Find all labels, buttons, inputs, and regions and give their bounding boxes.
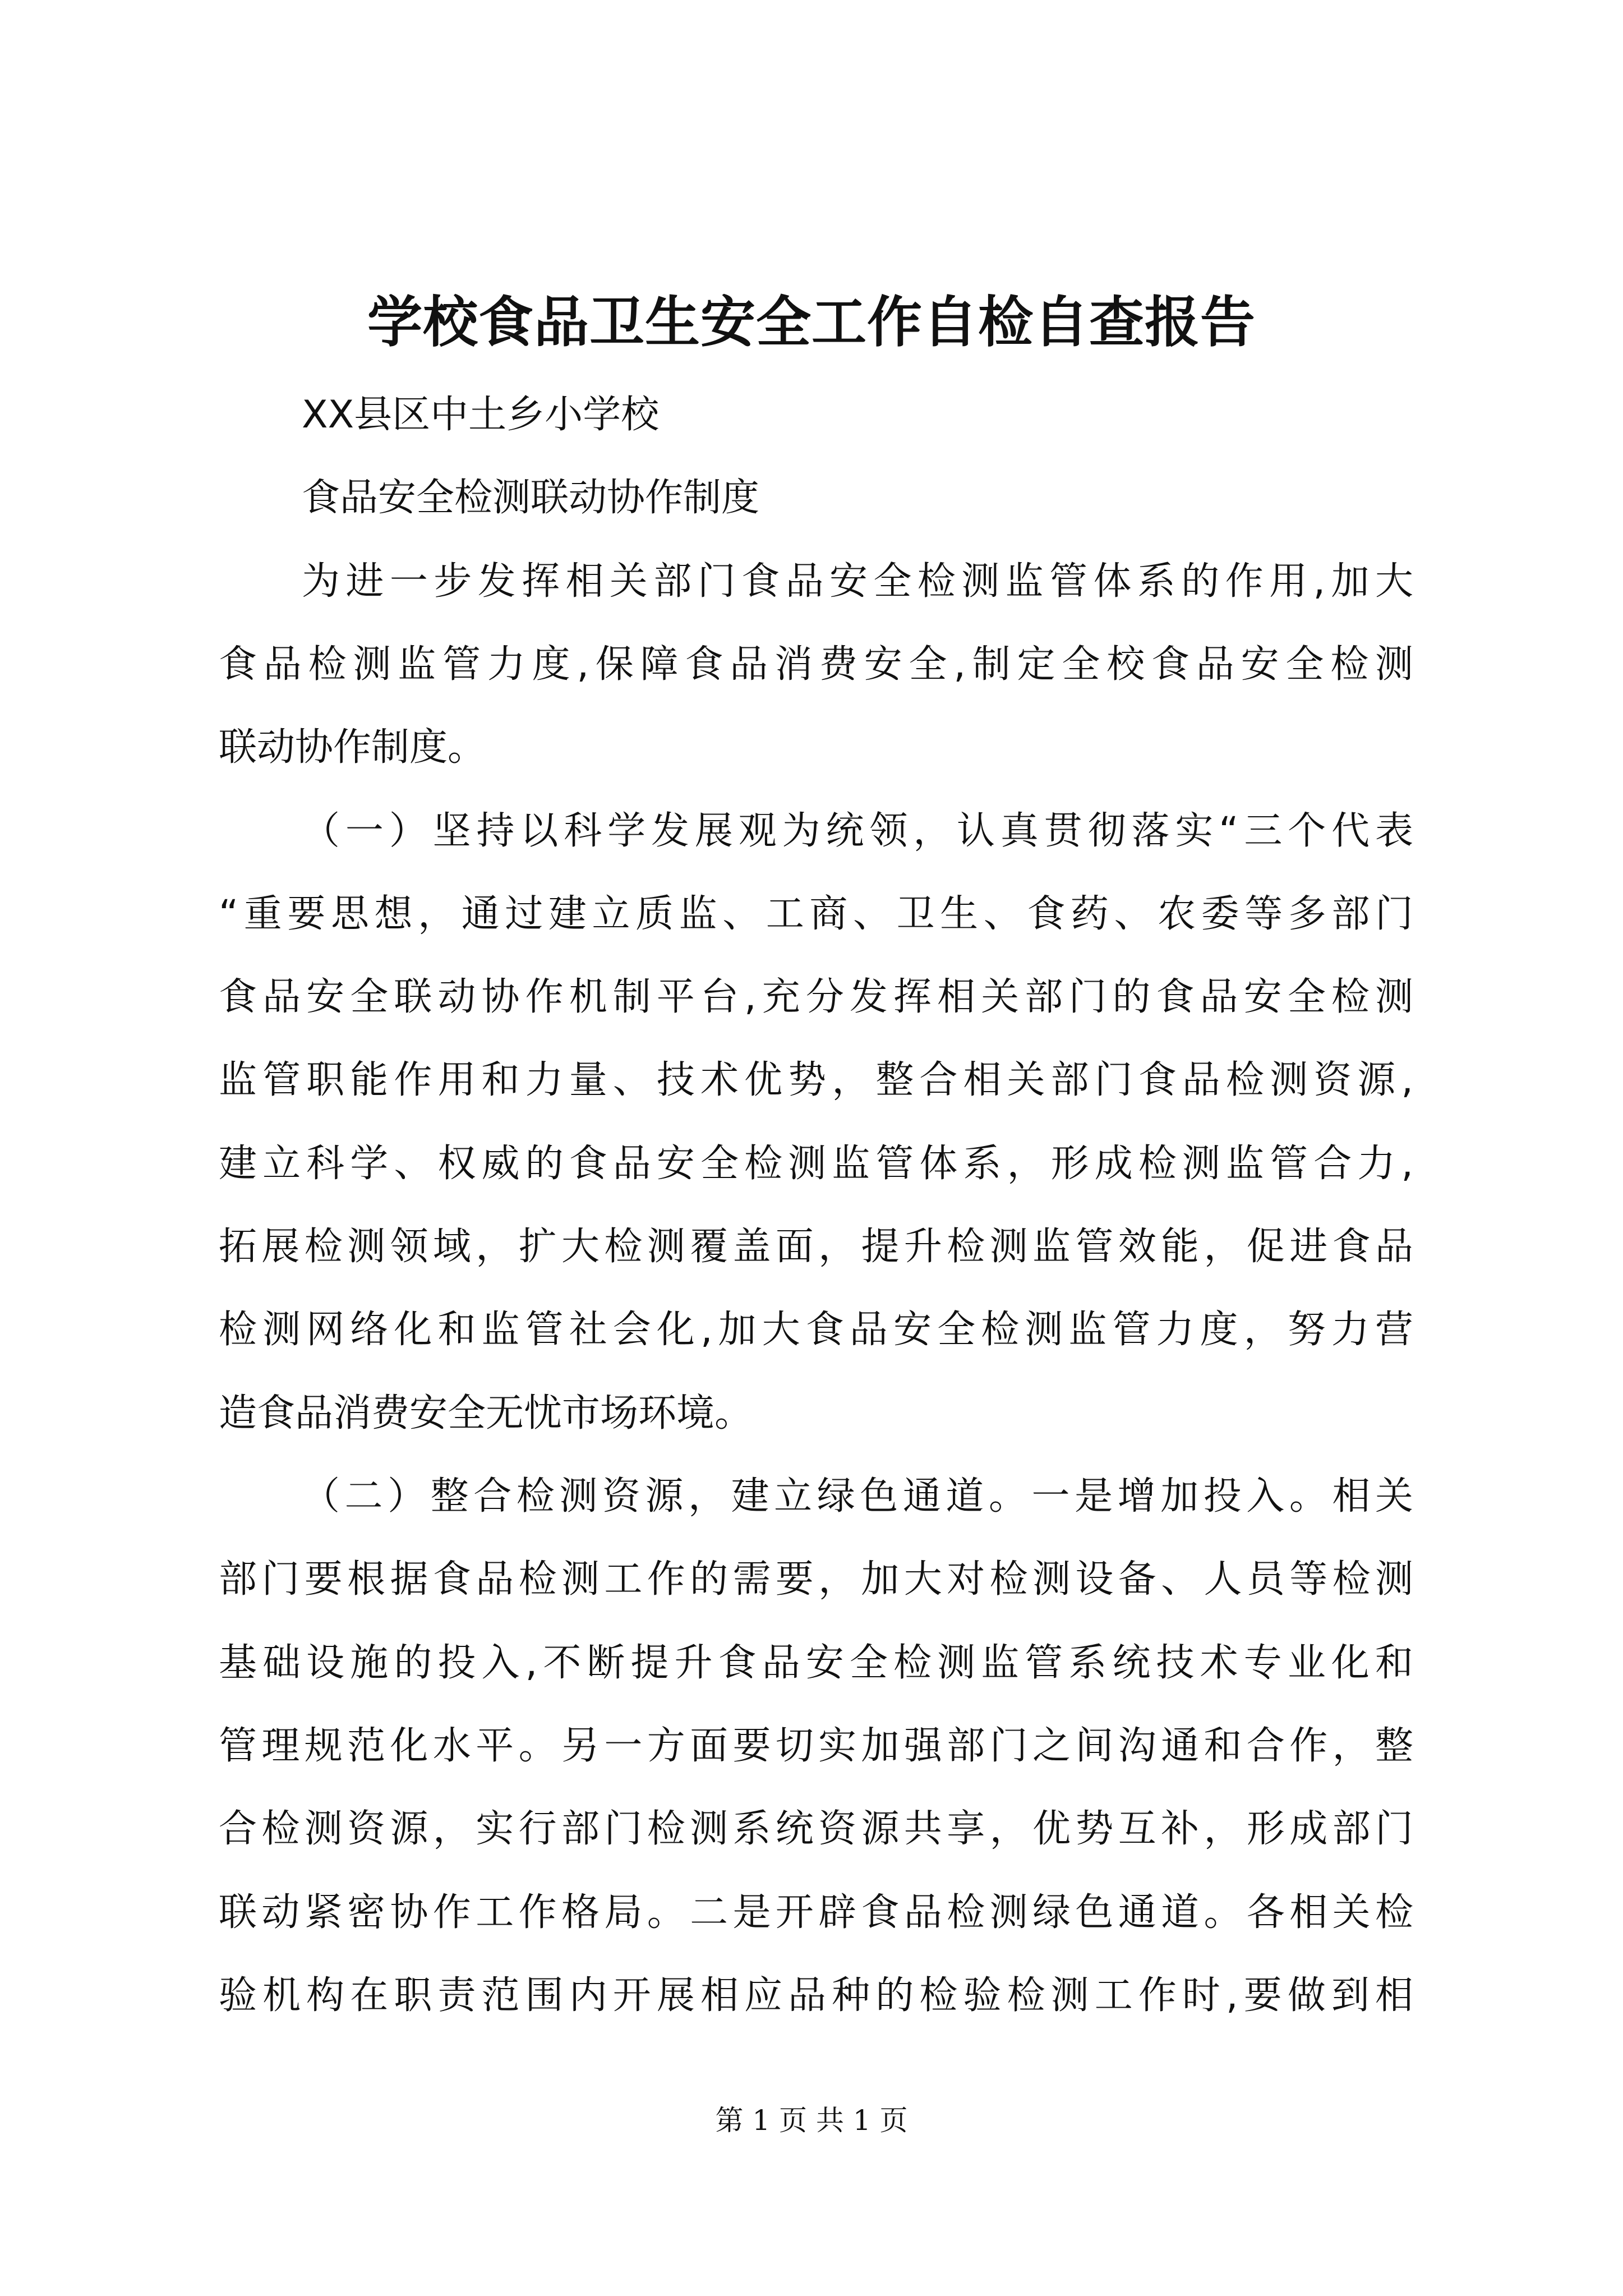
document-title: 学校食品卫生安全工作自检自查报告 — [367, 290, 1256, 355]
paragraph-2-line-2: “重要思想，通过建立质监、工商、卫生、食药、农委等多部门 — [219, 892, 1413, 936]
paragraph-2-line-1: （一）坚持以科学发展观为统领，认真贯彻落实“三个代表 — [302, 809, 1413, 853]
school-name-line: XX县区中土乡小学校 — [302, 393, 660, 437]
paragraph-1-line-1: 为进一步发挥相关部门食品安全检测监管体系的作用,加大 — [302, 559, 1413, 604]
paragraph-3-line-7: 验机构在职责范围内开展相应品种的检验检测工作时,要做到相 — [219, 1973, 1413, 2018]
paragraph-3-line-6: 联动紧密协作工作格局。二是开辟食品检测绿色通道。各相关检 — [219, 1890, 1413, 1935]
paragraph-3-line-4: 管理规范化水平。另一方面要切实加强部门之间沟通和合作，整 — [219, 1724, 1413, 1768]
paragraph-1-line-3: 联动协作制度。 — [219, 725, 486, 770]
paragraph-3-line-1: （二）整合检测资源，建立绿色通道。一是增加投入。相关 — [302, 1474, 1413, 1519]
paragraph-2-line-3: 食品安全联动协作机制平台,充分发挥相关部门的食品安全检测 — [219, 975, 1413, 1019]
paragraph-3-line-3: 基础设施的投入,不断提升食品安全检测监管系统技术专业化和 — [219, 1641, 1413, 1685]
paragraph-2-line-4: 监管职能作用和力量、技术优势，整合相关部门食品检测资源, — [219, 1058, 1413, 1102]
paragraph-3-line-2: 部门要根据食品检测工作的需要，加大对检测设备、人员等检测 — [219, 1557, 1413, 1602]
system-name-line: 食品安全检测联动协作制度 — [302, 476, 760, 520]
page-footer: 第 1 页 共 1 页 — [715, 2104, 908, 2137]
paragraph-2-line-7: 检测网络化和监管社会化,加大食品安全检测监管力度，努力营 — [219, 1308, 1413, 1352]
paragraph-3-line-5: 合检测资源，实行部门检测系统资源共享，优势互补，形成部门 — [219, 1807, 1413, 1851]
paragraph-2-line-6: 拓展检测领域，扩大检测覆盖面，提升检测监管效能，促进食品 — [219, 1225, 1413, 1269]
paragraph-2-line-8: 造食品消费安全无忧市场环境。 — [219, 1391, 753, 1435]
paragraph-2-line-5: 建立科学、权威的食品安全检测监管体系，形成检测监管合力, — [219, 1142, 1413, 1186]
paragraph-1-line-2: 食品检测监管力度,保障食品消费安全,制定全校食品安全检测 — [219, 642, 1413, 687]
